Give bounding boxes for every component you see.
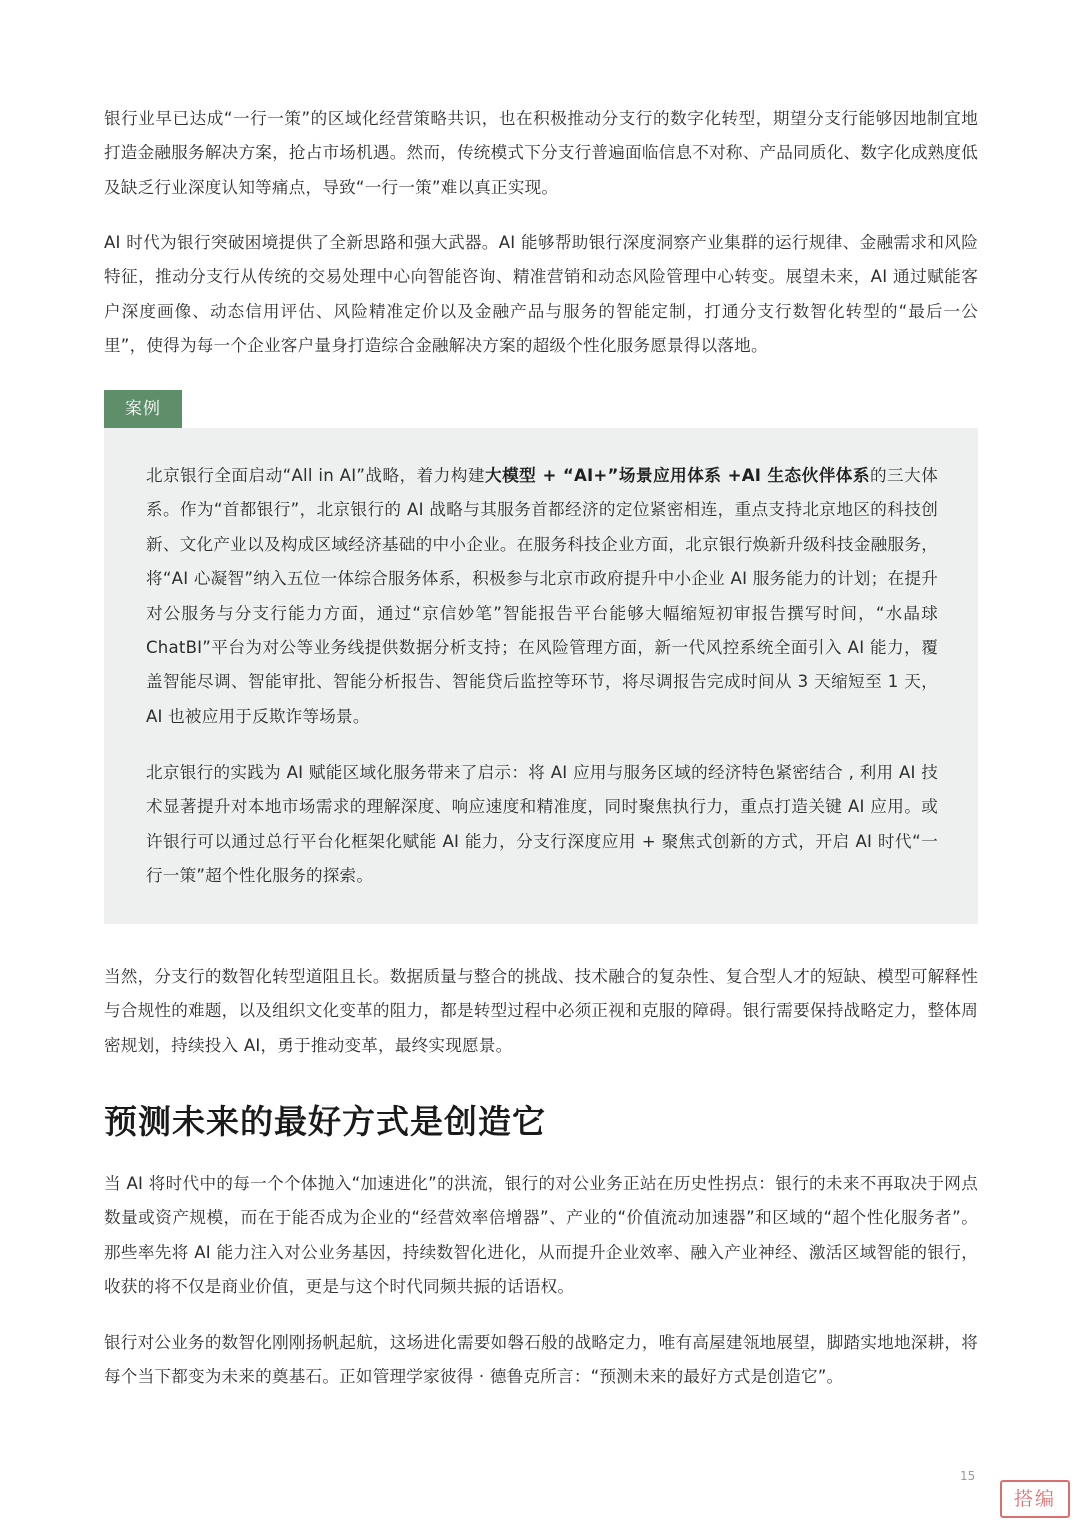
- section-heading: 预测未来的最好方式是创造它: [104, 1102, 546, 1141]
- watermark-seal: 搭编: [1000, 1480, 1070, 1518]
- case-paragraph-1-bold: 大模型 + “AI+”场景应用体系 +AI 生态伙伴体系: [485, 466, 870, 485]
- body-paragraph-2: AI 时代为银行突破困境提供了全新思路和强大武器。AI 能够帮助银行深度洞察产业集群的运行规律、金融需求和风险特征，推动分支行从传统的交易处理中心向智能咨询、精准营销和动态风险管理中心转变。展望未来，AI 通过赋能客户深度画像、动态信用评估、风险精准定价以及金融产品与服务的智能定制，打通分支行数智化转型的“最后一公里”，使得为每一个企业客户量身打造综合金融解决方案的超级个性化服务愿景得以落地。: [104, 233, 978, 356]
- page-number: 15: [960, 1469, 976, 1483]
- body-paragraph-5: 银行对公业务的数智化刚刚扬帆起航，这场进化需要如磐石般的战略定力，唯有高屋建瓴地展望，脚踏实地地深耕，将每个当下都变为未来的奠基石。正如管理学家彼得 · 德鲁克所言：“预测未来的最好方式是创造它”。: [104, 1333, 978, 1387]
- case-paragraph-1-end: 的三大体系。作为“首都银行”，北京银行的 AI 战略与其服务首都经济的定位紧密相连，重点支持北京地区的科技创新、文化产业以及构成区域经济基础的中小企业。在服务科技企业方面，北京银行焕新升级科技金融服务，将“AI 心凝智”纳入五位一体综合服务体系，积极参与北京市政府提升中小企业 AI 服务能力的计划；在提升对公服务与分支行能力方面，通过“京信妙笔”智能报告平台能够大幅缩短初审报告撰写时间，“水晶球 ChatBI”平台为对公等业务线提供数据分析支持；在风险管理方面，新一代风控系统全面引入 AI 能力，覆盖智能尽调、智能审批、智能分析报告、智能贷后监控等环节，将尽调报告完成时间从 3 天缩短至 1 天，AI 也被应用于反欺诈等场景。: [146, 466, 938, 726]
- case-label: 案例: [104, 390, 182, 428]
- body-paragraph-1: 银行业早已达成“一行一策”的区域化经营策略共识，也在积极推动分支行的数字化转型，期望分支行能够因地制宜地打造金融服务解决方案，抢占市场机遇。然而，传统模式下分支行普遍面临信息不对称、产品同质化、数字化成熟度低及缺乏行业深度认知等痛点，导致“一行一策”难以真正实现。: [104, 109, 978, 197]
- case-paragraph-2: 北京银行的实践为 AI 赋能区域化服务带来了启示：将 AI 应用与服务区域的经济特色紧密结合 , 利用 AI 技术显著提升对本地市场需求的理解深度、响应速度和精准度，同时聚焦执行力，重点打造关键 AI 应用。或许银行可以通过总行平台化框架化赋能 AI 能力，分支行深度应用 + 聚焦式创新的方式，开启 AI 时代“一行一策”超个性化服务的探索。: [146, 763, 938, 886]
- case-paragraph-1: [146, 459, 938, 734]
- case-paragraph-1-start: 北京银行全面启动“All in AI”战略，着力构建: [146, 466, 485, 485]
- body-paragraph-3: 当然，分支行的数智化转型道阻且长。数据质量与整合的挑战、技术融合的复杂性、复合型人才的短缺、模型可解释性与合规性的难题，以及组织文化变革的阻力，都是转型过程中必须正视和克服的障碍。银行需要保持战略定力，整体周密规划，持续投入 AI，勇于推动变革，最终实现愿景。: [104, 967, 978, 1055]
- body-paragraph-4: 当 AI 将时代中的每一个个体抛入“加速进化”的洪流，银行的对公业务正站在历史性拐点：银行的未来不再取决于网点数量或资产规模，而在于能否成为企业的“经营效率倍增器”、产业的“价值流动加速器”和区域的“超个性化服务者”。那些率先将 AI 能力注入对公业务基因，持续数智化进化，从而提升企业效率、融入产业神经、激活区域智能的银行，收获的将不仅是商业价值，更是与这个时代同频共振的话语权。: [104, 1174, 978, 1297]
